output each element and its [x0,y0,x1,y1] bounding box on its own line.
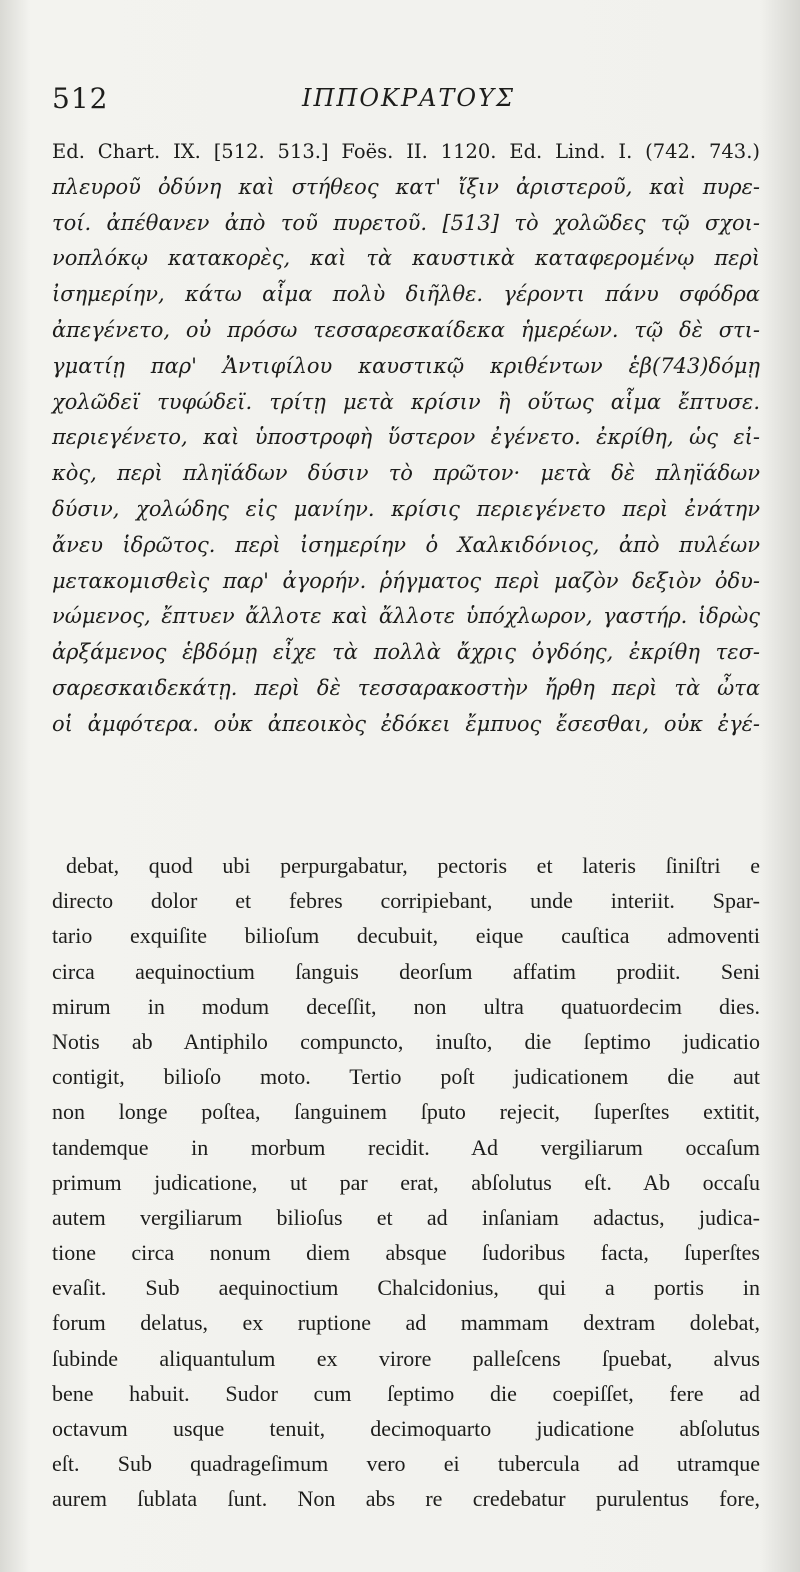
greek-line: νοπλόκῳ κατακορὲς, καὶ τὰ καυστικὰ καταφερομένῳ περὶ [52,246,760,271]
greek-line: ἄνευ ἱδρῶτος. περὶ ἰσημερίην ὁ Χαλκιδόνιος, ἀπὸ πυλέων [52,532,760,557]
page-number: 512 [52,82,109,115]
latin-line: debat, quod ubi perpurgabatur, pectoris et lateris ſiniſtri e [66,853,760,878]
greek-line: κὸς, περὶ πληϊάδων δύσιν τὸ πρῶτον· μετὰ δὲ πληϊάδων [52,461,760,486]
greek-line: τοί. ἀπέθανεν ἀπὸ τοῦ πυρετοῦ. [513] τὸ χολῶδες τῷ σχοι- [52,210,760,235]
greek-line: χολῶδεϊ τυφώδεϊ. τρίτῃ μετὰ κρίσιν ἢ οὕτως αἷμα ἔπτυσε. [52,389,760,414]
latin-line: circa aequinoctium ſanguis deorſum affatim prodiit. Seni [52,958,760,984]
greek-line: σαρεσκαιδεκάτῃ. περὶ δὲ τεσσαρακοστὴν ἤρθη περὶ τὰ ὦτα [52,675,760,700]
latin-line: bene habuit. Sudor cum ſeptimo die coepiſſet, fere ad [52,1380,760,1406]
latin-line: eſt. Sub quadrageſimum vero ei tubercula ad utramque [52,1451,760,1477]
running-title: ΙΠΠΟΚΡΑΤΟΥΣ [302,84,515,112]
latin-line: non longe poſtea, ſanguinem ſputo rejecit, ſuperſtes extitit, [52,1099,760,1125]
greek-line: νώμενος, ἔπτυεν ἄλλοτε καὶ ἄλλοτε ὑπόχλωρον, γαστήρ. ἱδρὼς [52,604,760,629]
latin-line: Notis ab Antiphilo compuncto, inuſto, die ſeptimo judicatio [52,1028,760,1054]
greek-line: γματίῃ παρ' Ἀντιφίλου καυστικῷ κριθέντων ἑβ(743)δόμῃ [52,353,760,378]
greek-line: περιεγένετο, καὶ ὑποστροφὴ ὕστερον ἐγένετο. ἐκρίθη, ὡς εἰ- [52,425,760,450]
greek-line: πλευροῦ ὀδύνη καὶ στήθεος κατ' ἴξιν ἀριστεροῦ, καὶ πυρε- [52,174,760,199]
latin-text-block [52,848,760,1517]
greek-line: ἰσημερίην, κάτω αἷμα πολὺ διῆλθε. γέροντι πάνυ σφόδρα [52,282,760,307]
greek-line: δύσιν, χολώδης εἰς μανίην. κρίσις περιεγένετο περὶ ἐνάτην [52,496,760,521]
latin-line: tario exquiſite bilioſum decubuit, eique cauſtica admoventi [52,923,760,949]
latin-line: mirum in modum deceſſit, non ultra quatuordecim dies. [52,993,760,1019]
greek-line: ἀπεγένετο, οὐ πρόσω τεσσαρεσκαίδεκα ἡμερέων. τῷ δὲ στι- [52,317,760,342]
latin-line: ſubinde aliquantulum ex virore palleſcens ſpuebat, alvus [52,1345,760,1371]
page-header [52,82,752,122]
latin-line: primum judicatione, ut par erat, abſolutus eſt. Ab occaſu [52,1169,760,1195]
latin-line: directo dolor et febres corripiebant, unde interiit. Spar- [52,888,760,914]
latin-line: forum delatus, ex ruptione ad mammam dextram dolebat, [52,1310,760,1336]
latin-line: aurem ſublata ſunt. Non abs re credebatur purulentus fore, [52,1486,760,1512]
greek-text-block [52,134,760,743]
latin-line: octavum usque tenuit, decimoquarto judicatione abſolutus [52,1416,760,1441]
latin-line: evaſit. Sub aequinoctium Chalcidonius, qui a portis in [52,1275,760,1301]
latin-line: tandemque in morbum recidit. Ad vergiliarum occaſum [52,1134,760,1160]
edition-references: Ed. Chart. IX. [512. 513.] Foës. II. 1120. Ed. Lind. I. (742. 743.) [52,140,760,163]
greek-line: ἀρξάμενος ἑβδόμῃ εἶχε τὰ πολλὰ ἄχρις ὀγδόης, ἐκρίθη τεσ- [52,640,760,665]
greek-line: οἱ ἀμφότερα. οὐκ ἀπεοικὸς ἐδόκει ἔμπυος ἔσεσθαι, οὐκ ἐγέ- [52,711,760,736]
greek-line: μετακομισθεὶς παρ' ἀγορήν. ῥήγματος περὶ μαζὸν δεξιὸν ὀδυ- [52,568,760,593]
latin-line: autem vergiliarum bilioſus et ad inſaniam adactus, judica- [52,1204,760,1230]
latin-line: contigit, bilioſo moto. Tertio poſt judicationem die aut [52,1064,760,1090]
latin-line: tione circa nonum diem absque ſudoribus facta, ſuperſtes [52,1240,760,1266]
